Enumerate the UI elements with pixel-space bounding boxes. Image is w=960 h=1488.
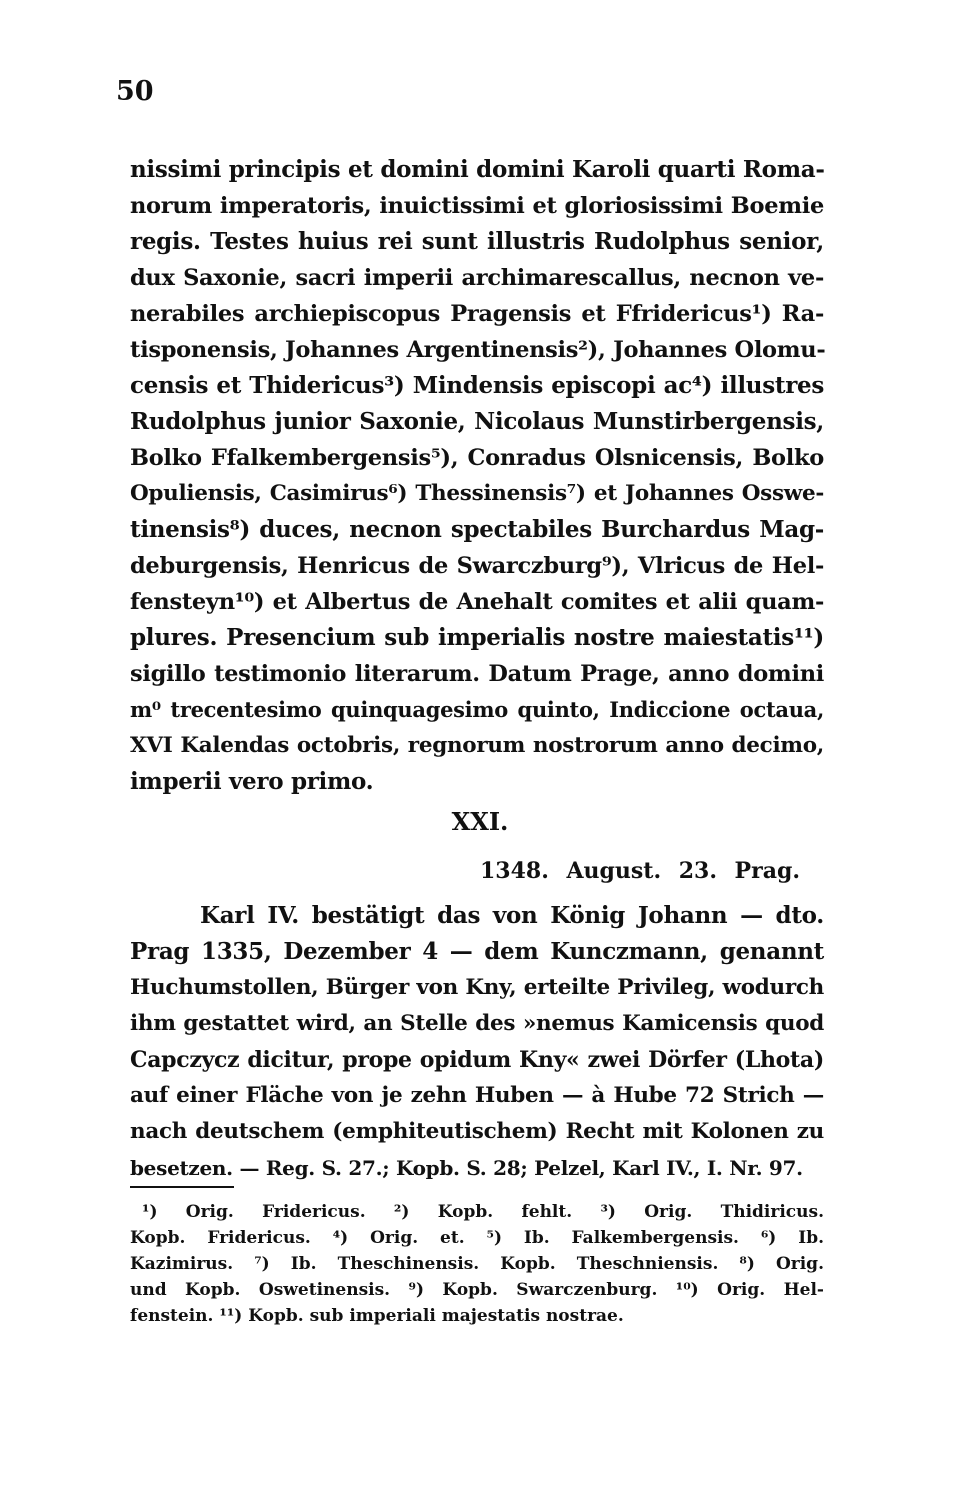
- body-line: plures. Presencium sub imperialis nostre maiestatis¹¹): [130, 624, 824, 651]
- regest-line: ihm gestattet wird, an Stelle des »nemus Kamicensis quod: [130, 1011, 824, 1036]
- regest-line: Huchumstollen, Bürger von Kny, erteilte Privileg, wodurch: [130, 975, 824, 1000]
- body-line: fensteyn¹⁰) et Albertus de Anehalt comites et alii quam-: [130, 589, 824, 615]
- footnote-divider: [130, 1186, 234, 1188]
- body-line: m⁰ trecentesimo quinquagesimo quinto, Indiccione octaua,: [130, 697, 824, 722]
- footnote-line: Kazimirus. ⁷) Ib. Theschinensis. Kopb. Theschniensis. ⁸) Orig.: [130, 1254, 824, 1274]
- body-line: imperii vero primo.: [130, 768, 374, 795]
- body-line: Opuliensis, Casimirus⁶) Thessinensis⁷) et Johannes Osswe-: [130, 481, 824, 506]
- body-line: Rudolphus junior Saxonie, Nicolaus Munstirbergensis,: [130, 408, 824, 435]
- body-line: nerabiles archiepiscopus Pragensis et Ffridericus¹) Ra-: [130, 301, 824, 327]
- footnote-line: Kopb. Fridericus. ⁴) Orig. et. ⁵) Ib. Falkembergensis. ⁶) Ib.: [130, 1228, 824, 1248]
- body-line: nissimi principis et domini domini Karoli quarti Roma-: [130, 156, 825, 183]
- body-line: Bolko Ffalkembergensis⁵), Conradus Olsnicensis, Bolko: [130, 445, 824, 471]
- document-number-heading: XXI.: [451, 807, 509, 836]
- body-line: dux Saxonie, sacri imperii archimarescallus, necnon ve-: [130, 265, 824, 291]
- body-line: tinensis⁸) duces, necnon spectabiles Burchardus Mag-: [130, 516, 824, 543]
- regest-line: nach deutschem (emphiteutischem) Recht mit Kolonen zu: [130, 1119, 824, 1144]
- footnote-line: ¹) Orig. Fridericus. ²) Kopb. fehlt. ³) Orig. Thidiricus.: [142, 1202, 824, 1222]
- regest-line: auf einer Fläche von je zehn Huben — à Hube 72 Strich —: [130, 1083, 824, 1108]
- footnote-line: und Kopb. Oswetinensis. ⁹) Kopb. Swarczenburg. ¹⁰) Orig. Hel-: [130, 1280, 824, 1300]
- date-place-line: 1348. August. 23. Prag.: [480, 858, 800, 884]
- regest-line: besetzen. — Reg. S. 27.; Kopb. S. 28; Pelzel, Karl IV., I. Nr. 97.: [130, 1156, 803, 1180]
- body-line: deburgensis, Henricus de Swarczburg⁹), Vlricus de Hel-: [130, 553, 824, 579]
- regest-line: Capczycz dicitur, prope opidum Kny« zwei Dörfer (Lhota): [130, 1047, 824, 1073]
- body-line: sigillo testimonio literarum. Datum Prage, anno domini: [130, 661, 824, 687]
- body-line: censis et Thidericus³) Mindensis episcopi ac⁴) illustres: [130, 372, 824, 399]
- body-line: XVI Kalendas octobris, regnorum nostrorum anno decimo,: [130, 733, 824, 758]
- body-line: norum imperatoris, inuictissimi et gloriosissimi Boemie: [130, 193, 824, 219]
- regest-line: Karl IV. bestätigt das von König Johann — dto.: [200, 902, 824, 929]
- footnote-line: fenstein. ¹¹) Kopb. sub imperiali majestatis nostrae.: [130, 1306, 624, 1326]
- body-line: regis. Testes huius rei sunt illustris Rudolphus senior,: [130, 228, 824, 255]
- body-line: tisponensis, Johannes Argentinensis²), Johannes Olomu-: [130, 337, 826, 363]
- page-number: 50: [116, 76, 154, 107]
- regest-line: Prag 1335, Dezember 4 — dem Kunczmann, genannt: [130, 938, 824, 965]
